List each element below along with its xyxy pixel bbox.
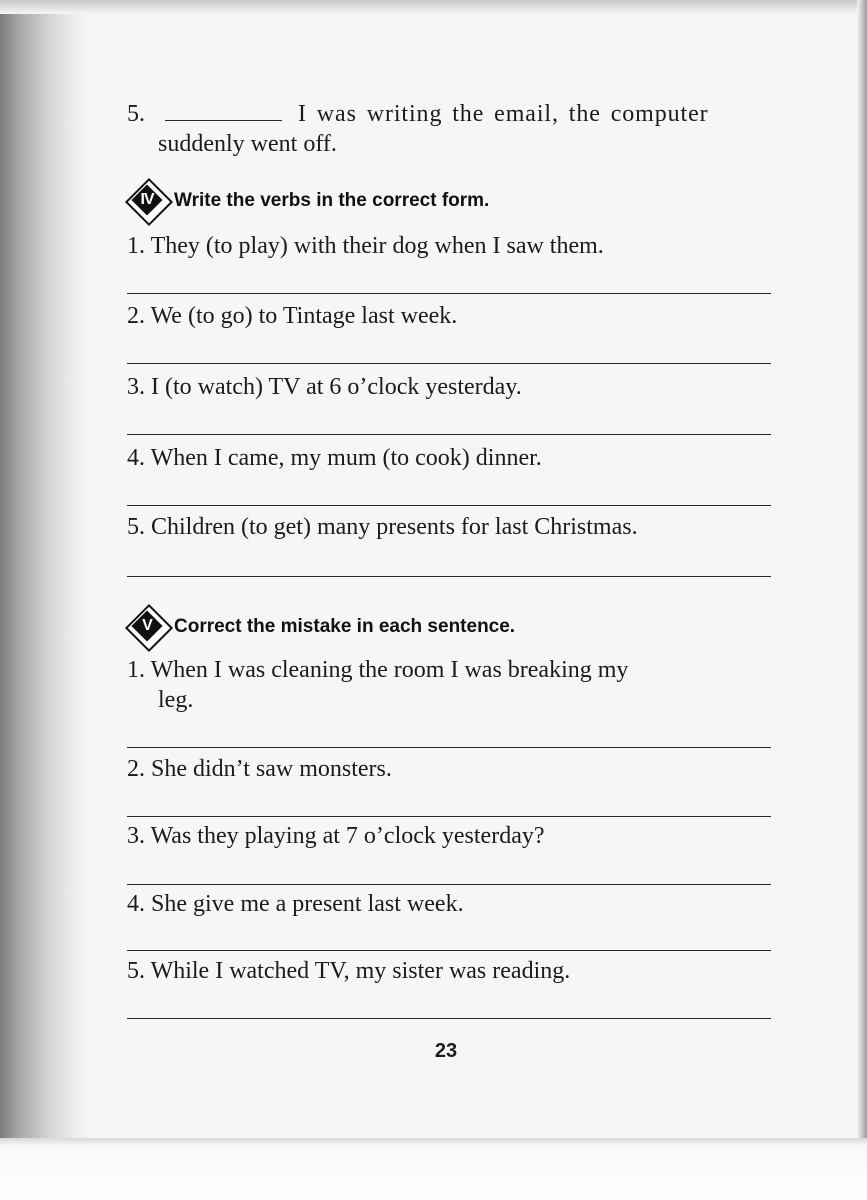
exercise-item: 1. When I was cleaning the room I was breaking my	[127, 657, 629, 683]
badge-number: V	[142, 617, 152, 634]
item-number: 5.	[127, 101, 145, 127]
diamond-badge-icon	[126, 179, 170, 223]
answer-line[interactable]	[127, 884, 771, 885]
answer-line[interactable]	[127, 1018, 771, 1019]
exercise-item: 4. When I came, my mum (to cook) dinner.	[127, 445, 542, 471]
section-heading	[126, 605, 515, 649]
exercise-item: 4. She give me a present last week.	[127, 891, 464, 917]
exercise-item: 5. Children (to get) many presents for last Christmas.	[127, 514, 638, 540]
answer-line[interactable]	[127, 363, 771, 364]
answer-line[interactable]	[127, 576, 771, 577]
exercise-item: 3. Was they playing at 7 o’clock yesterday?	[127, 823, 545, 849]
answer-line[interactable]	[127, 293, 771, 294]
exercise-item: 3. I (to watch) TV at 6 o’clock yesterday.	[127, 374, 522, 400]
page-number: 23	[434, 1040, 458, 1062]
item-continuation: leg.	[158, 687, 194, 713]
exercise-item: 2. We (to go) to Tintage last week.	[127, 303, 458, 329]
exercise-item: 5. While I watched TV, my sister was reading.	[127, 958, 571, 984]
exercise-item: 2. She didn’t saw monsters.	[127, 756, 392, 782]
answer-blank[interactable]	[165, 102, 282, 121]
exercise-item: 1. They (to play) with their dog when I saw them.	[127, 233, 604, 259]
answer-line[interactable]	[127, 747, 771, 748]
badge-number: IV	[140, 191, 154, 208]
diamond-badge-icon	[126, 605, 170, 649]
item-text: I was writing the email, the computer	[298, 101, 709, 127]
answer-line[interactable]	[127, 505, 771, 506]
section-heading	[126, 179, 489, 223]
exercise-item	[127, 101, 709, 128]
answer-line[interactable]	[127, 816, 771, 817]
answer-line[interactable]	[127, 434, 771, 435]
section-title: Correct the mistake in each sentence.	[174, 616, 516, 637]
answer-line[interactable]	[127, 950, 771, 951]
item-continuation: suddenly went off.	[158, 131, 337, 157]
section-title: Write the verbs in the correct form.	[174, 190, 490, 211]
